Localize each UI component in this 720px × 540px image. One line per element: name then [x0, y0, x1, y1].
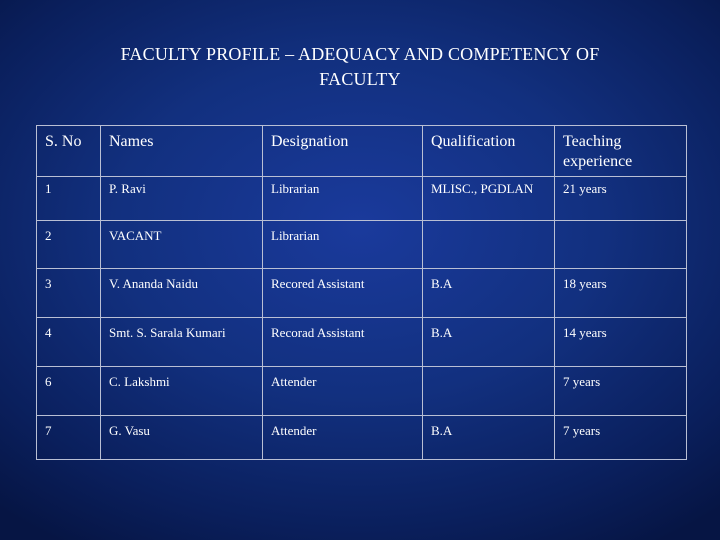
cell-designation: Attender: [263, 367, 423, 416]
cell-designation: Recorad Assistant: [263, 318, 423, 367]
faculty-table: [36, 125, 687, 460]
header-names: Names: [101, 126, 263, 177]
header-teaching-experience: Teaching experience: [555, 126, 687, 177]
slide-title-line-2: FACULTY: [319, 69, 401, 89]
header-sno: S. No: [37, 126, 101, 177]
cell-sno: 3: [37, 269, 101, 318]
cell-qualification: [423, 367, 555, 416]
cell-designation: Recored Assistant: [263, 269, 423, 318]
cell-designation: Librarian: [263, 221, 423, 269]
cell-sno: 6: [37, 367, 101, 416]
cell-sno: 4: [37, 318, 101, 367]
cell-qualification: MLISC., PGDLAN: [423, 177, 555, 221]
slide-title-line-1: FACULTY PROFILE – ADEQUACY AND COMPETENCY OF: [120, 44, 600, 64]
cell-name: Smt. S. Sarala Kumari: [101, 318, 263, 367]
cell-sno: 7: [37, 416, 101, 460]
header-qualification: Qualification: [423, 126, 555, 177]
cell-designation: Attender: [263, 416, 423, 460]
cell-experience: 7 years: [555, 367, 687, 416]
cell-sno: 2: [37, 221, 101, 269]
table-row: [37, 269, 687, 318]
cell-qualification: B.A: [423, 269, 555, 318]
table-row: [37, 416, 687, 460]
cell-name: C. Lakshmi: [101, 367, 263, 416]
table-row: [37, 177, 687, 221]
slide-title: [0, 42, 720, 92]
cell-experience: [555, 221, 687, 269]
table-row: [37, 221, 687, 269]
table-row: [37, 367, 687, 416]
header-designation: Designation: [263, 126, 423, 177]
table-row: [37, 318, 687, 367]
cell-qualification: [423, 221, 555, 269]
cell-name: V. Ananda Naidu: [101, 269, 263, 318]
cell-designation: Librarian: [263, 177, 423, 221]
table-header-row: [37, 126, 687, 177]
cell-experience: 7 years: [555, 416, 687, 460]
cell-qualification: B.A: [423, 318, 555, 367]
cell-name: G. Vasu: [101, 416, 263, 460]
cell-experience: 21 years: [555, 177, 687, 221]
cell-name: VACANT: [101, 221, 263, 269]
cell-qualification: B.A: [423, 416, 555, 460]
cell-experience: 18 years: [555, 269, 687, 318]
cell-experience: 14 years: [555, 318, 687, 367]
cell-sno: 1: [37, 177, 101, 221]
cell-name: P. Ravi: [101, 177, 263, 221]
